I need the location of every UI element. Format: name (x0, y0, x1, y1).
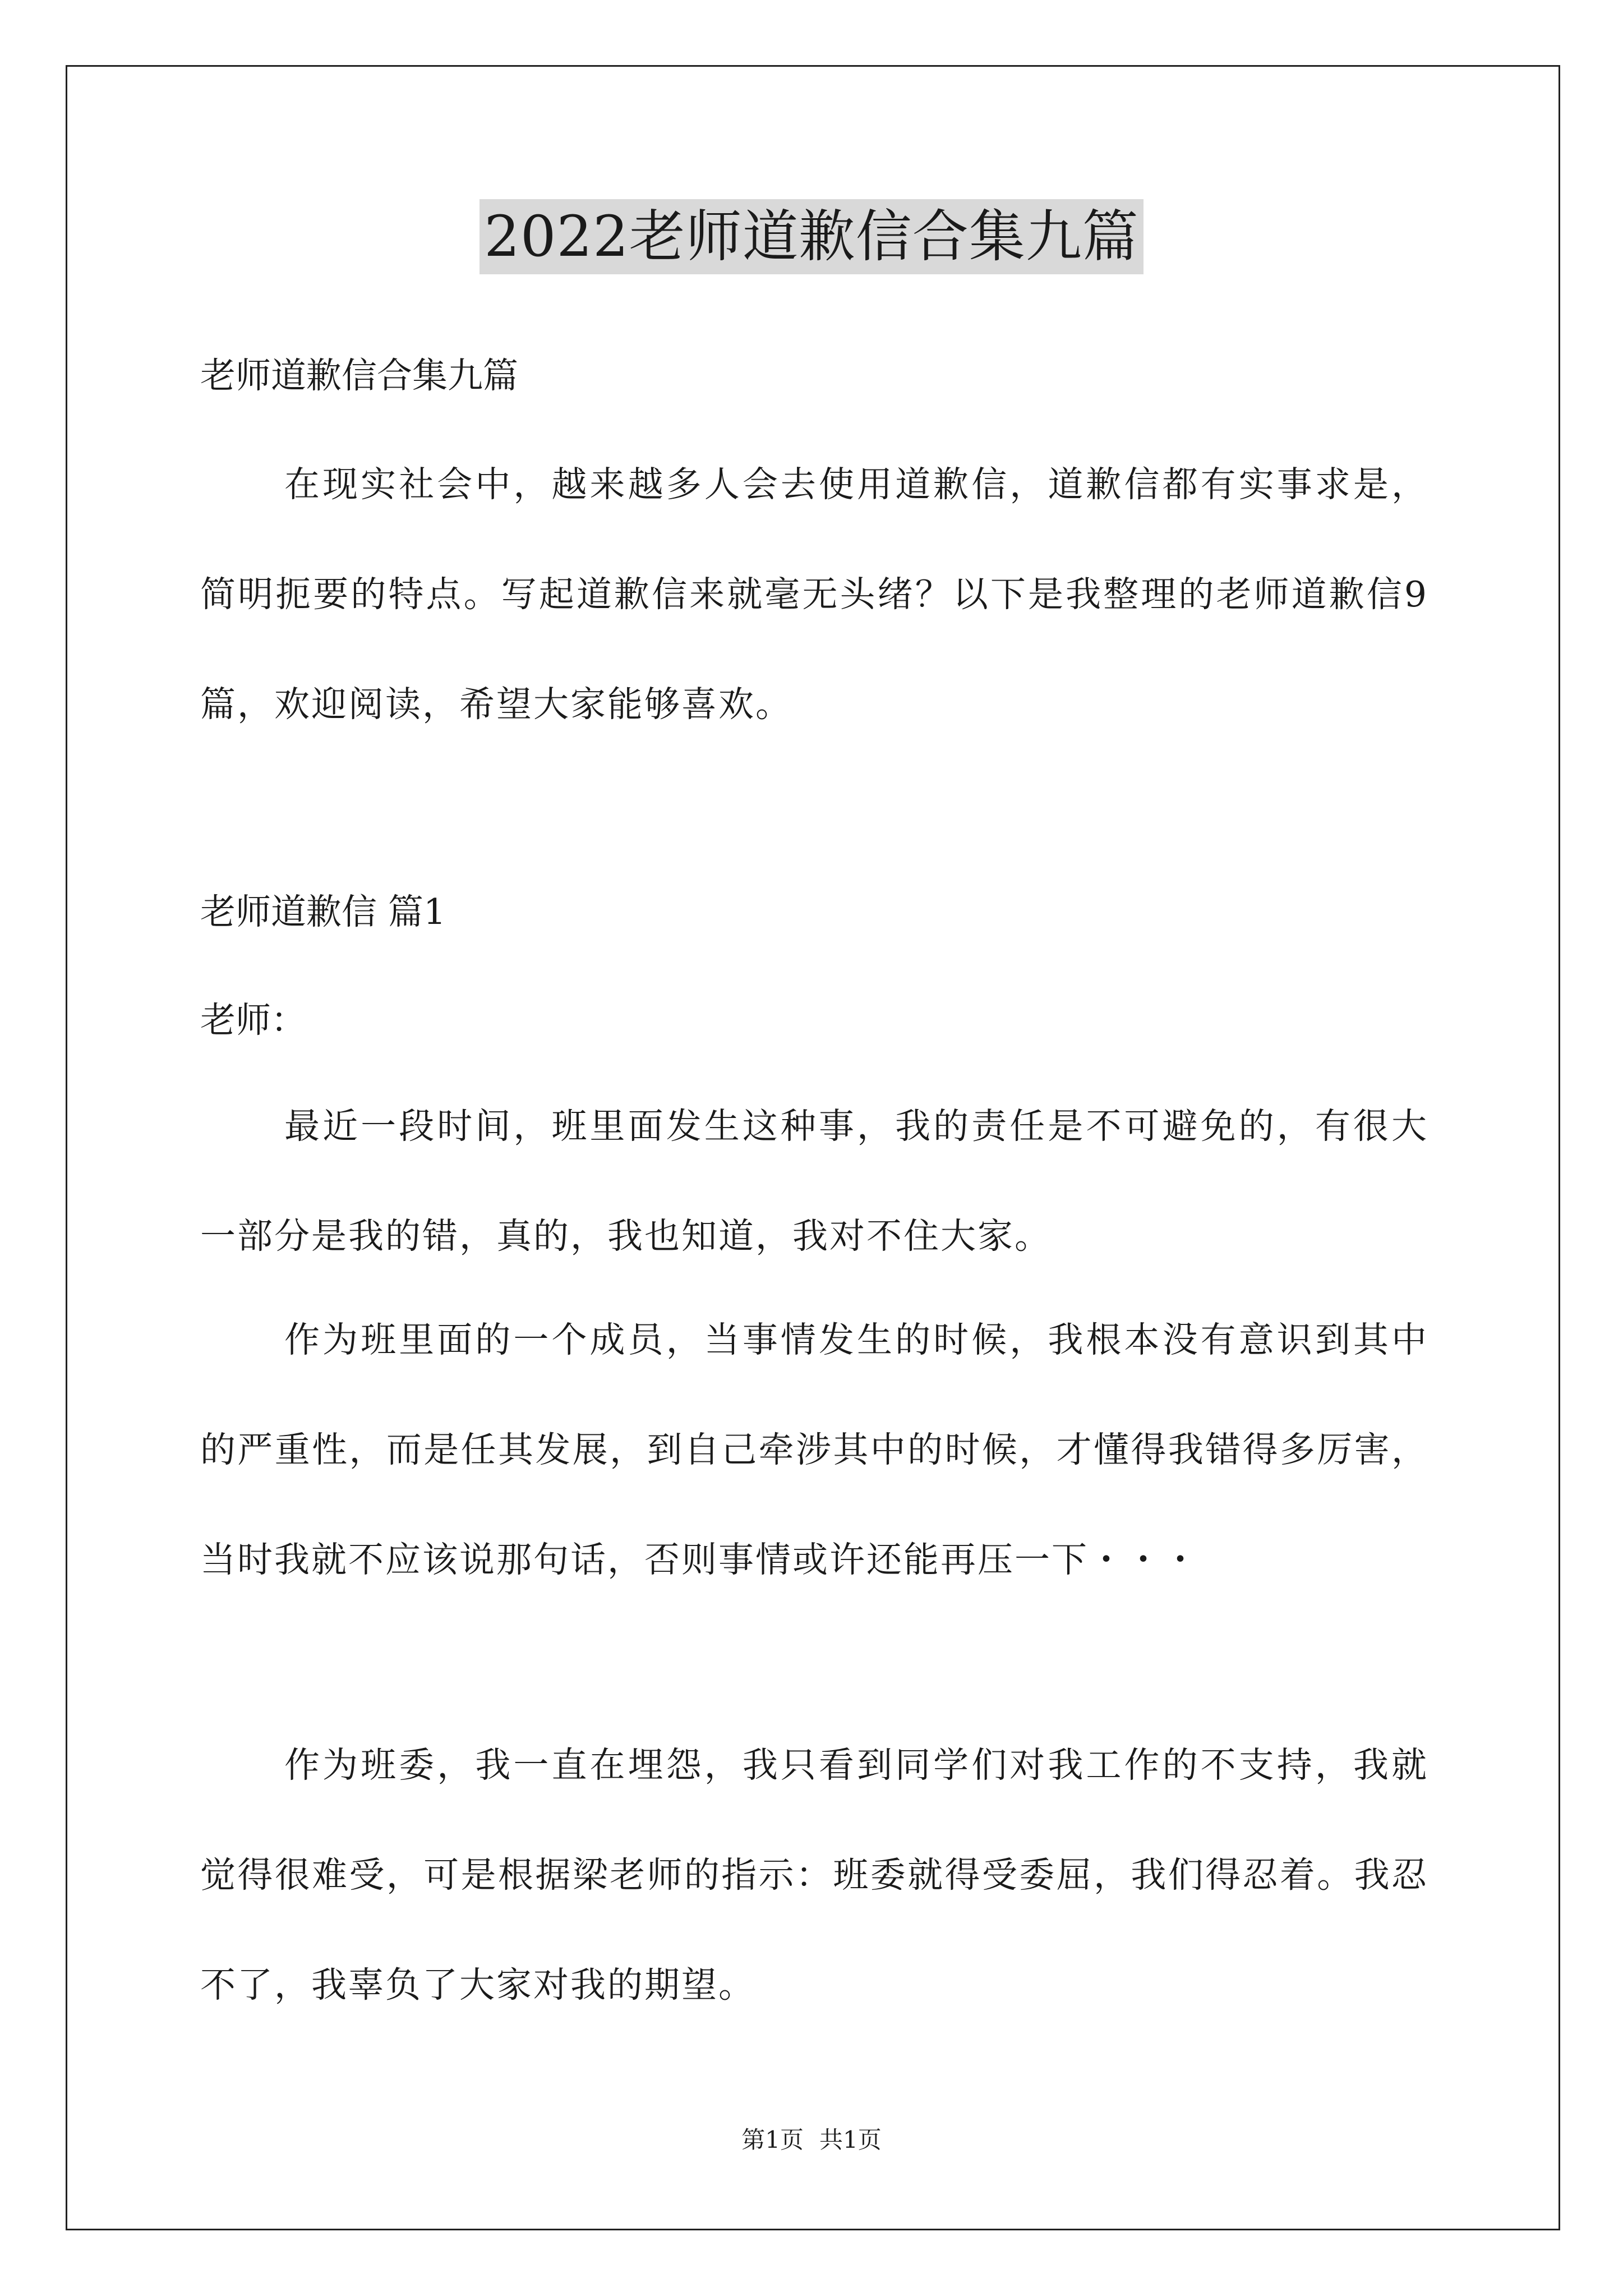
body-paragraph-3: 作为班委，我一直在埋怨，我只看到同学们对我工作的不支持，我就觉得很难受，可是根据梁老师的指示：班委就得受委屈，我们得忍着。我忍不了，我辜负了大家对我的期望。 (200, 1745, 1428, 2005)
title-container (0, 199, 1623, 274)
page-number: 第1页 (741, 2126, 804, 2154)
section-heading: 老师道歉信 篇1 (200, 891, 446, 932)
intro-paragraph: 在现实社会中，越来越多人会去使用道歉信，道歉信都有实事求是，简明扼要的特点。写起道歉信来就毫无头绪？以下是我整理的老师道歉信9篇，欢迎阅读，希望大家能够喜欢。 (200, 464, 1428, 725)
body-paragraph-2: 作为班里面的一个成员，当事情发生的时候，我根本没有意识到其中的严重性，而是任其发展，到自己牵涉其中的时候，才懂得我错得多厉害，当时我就不应该说那句话，否则事情或许还能再压一下・・・ (200, 1319, 1428, 1580)
salutation: 老师： (200, 1000, 306, 1041)
page-footer (0, 2123, 1623, 2157)
document-subtitle: 老师道歉信合集九篇 (200, 355, 518, 396)
page-total: 共1页 (819, 2126, 882, 2154)
document-title: 2022老师道歉信合集九篇 (479, 199, 1144, 274)
body-paragraph-1: 最近一段时间，班里面发生这种事，我的责任是不可避免的，有很大一部分是我的错，真的，我也知道，我对不住大家。 (200, 1106, 1428, 1257)
